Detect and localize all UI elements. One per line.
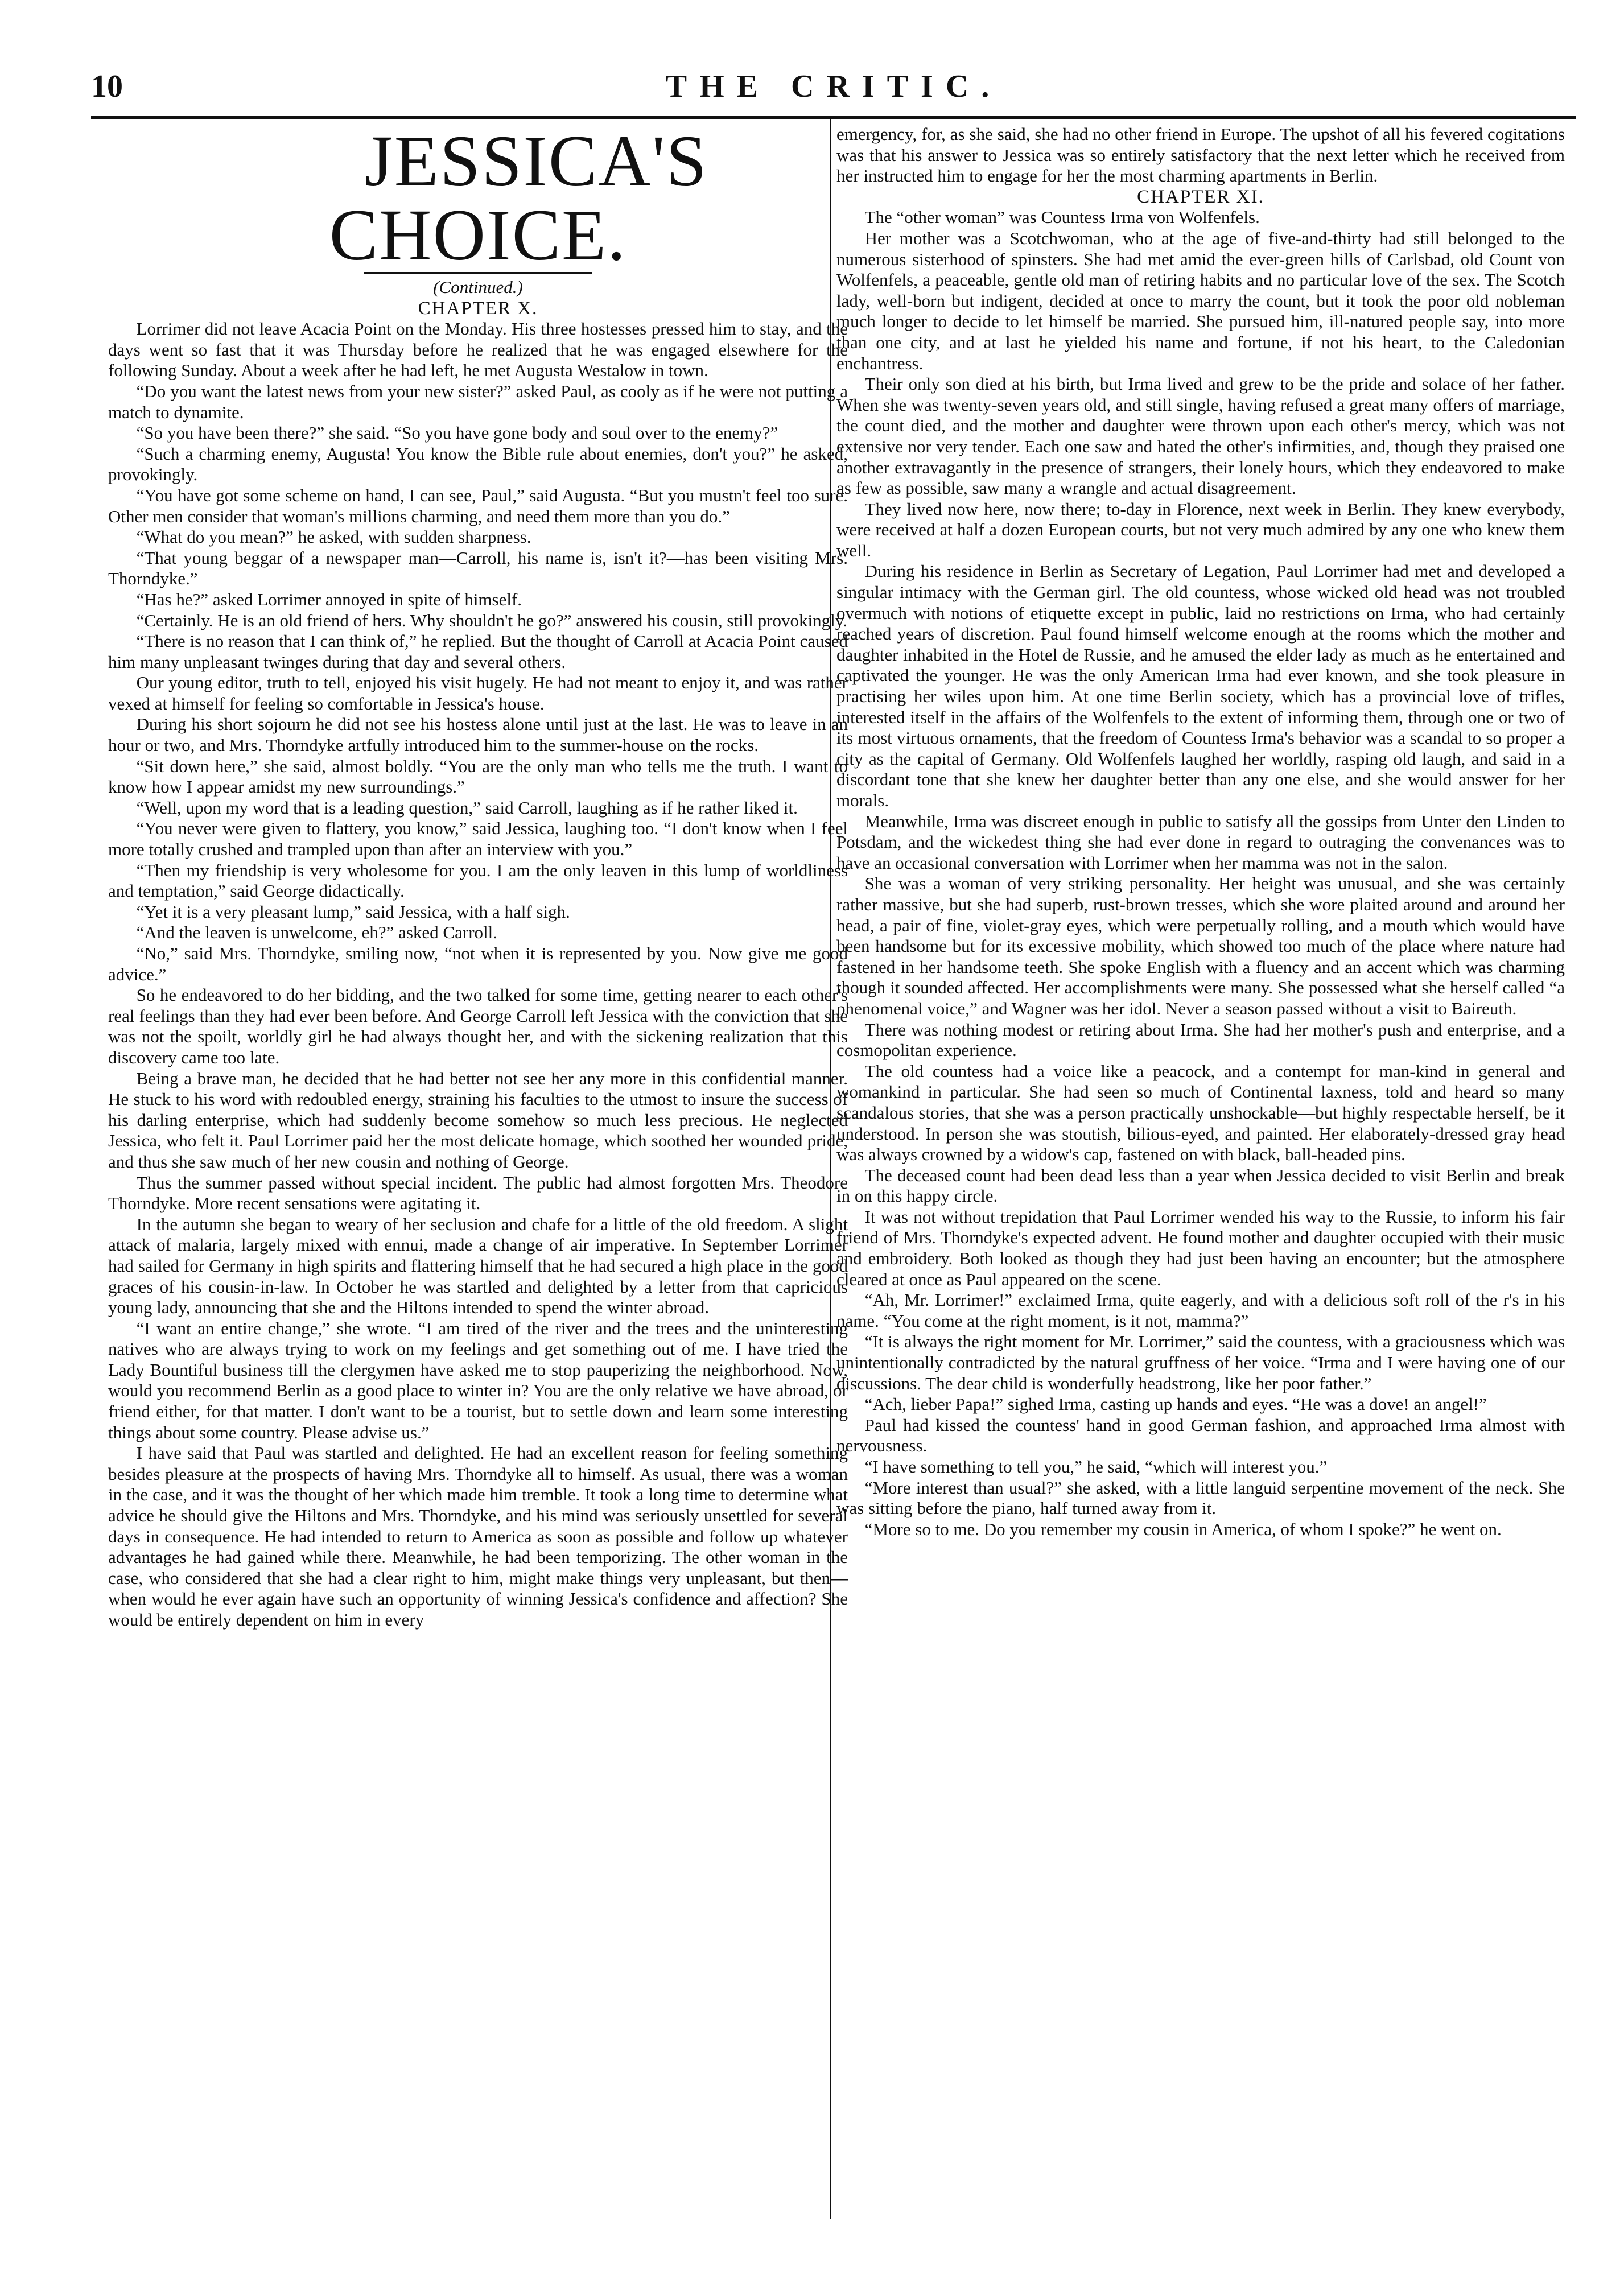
paragraph: “I want an entire change,” she wrote. “I am tired of the river and the trees and the uninteresting natives who are always trying to work on my feelings and get something out of me. I have tried the Lady Bountiful business till the clergymen have asked me to stop pauperizing the neighborhood. Now, would you recommend Berlin as a good place to winter in? You are the only relative we have abroad, or friend either, for that matter. I don't want to be a tourist, but to settle down and learn some interesting things about some country. Please advise us.”: [108, 1318, 848, 1442]
page-header: [91, 68, 1576, 123]
paragraph: “You have got some scheme on hand, I can see, Paul,” said Augusta. “But you mustn't feel too sure. Other men consider that woman's millions charming, and need them more than you do.”: [108, 485, 848, 526]
paragraph: Lorrimer did not leave Acacia Point on the Monday. His three hostesses pressed him to stay, and the days went so fast that it was Thursday before he realized that he was engaged elsewhere for the following Sunday. About a week after he had left, he met Augusta Westalow in town.: [108, 319, 848, 381]
paragraph: Meanwhile, Irma was discreet enough in public to satisfy all the gossips from Unter den Linden to Potsdam, and the wickedest thing she had ever done in regard to outraging the convenances was to have an occasional conversation with Lorrimer when her mamma was not in the salon.: [836, 811, 1565, 873]
paragraph: So he endeavored to do her bidding, and the two talked for some time, getting nearer to each other's real feelings than they had ever been before. And George Carroll left Jessica with the conviction that she was not the spoilt, worldly girl he had always thought her, and with the sickening realization that this discovery came too late.: [108, 985, 848, 1067]
paragraph: “You never were given to flattery, you know,” said Jessica, laughing too. “I don't know when I feel more totally crushed and trampled upon than after an interview with you.”: [108, 818, 848, 860]
paragraph: In the autumn she began to weary of her seclusion and chafe for a little of the old freedom. A slight attack of malaria, largely mixed with ennui, made a change of air imperative. In September Lorrimer had sailed for Germany in high spirits and flattering himself that he had secured a high place in the good graces of his cousin-in-law. In October he was startled and delighted by a letter from that capricious young lady, announcing that she and the Hiltons intended to spend the winter abroad.: [108, 1214, 848, 1318]
right-body: [836, 207, 1565, 1540]
paragraph: “Well, upon my word that is a leading question,” said Carroll, laughing as if he rather liked it.: [136, 797, 798, 818]
left-body: [108, 319, 848, 1630]
paragraph: “No,” said Mrs. Thorndyke, smiling now, “not when it is represented by you. Now give me good advice.”: [108, 943, 848, 984]
paragraph: “So you have been there?” she said. “So you have gone body and soul over to the enemy?”: [136, 423, 778, 443]
paragraph: I have said that Paul was startled and delighted. He had an excellent reason for feeling something besides pleasure at the prospects of having Mrs. Thorndyke all to himself. As usual, there was a woman in the case, and it was the thought of her which made him tremble. It took a long time to determine what advice he should give the Hiltons and Mrs. Thorndyke, and his mind was seriously unsettled for several days in consequence. He had intended to return to America as soon as possible and follow up whatever advantages he had gained while there. Meanwhile, he had been temporizing. The other woman in the case, who considered that she had a clear right to him, might make things very unpleasant, but then—when would he ever again have such an opportunity of winning Jessica's confidence and affection? She would be entirely dependent on him in every: [108, 1443, 848, 1630]
continued-note: (Continued.): [433, 277, 523, 297]
paragraph: During his short sojourn he did not see his hostess alone until just at the last. He was to leave in an hour or two, and Mrs. Thorndyke artfully introduced him to the summer-house on the rocks.: [108, 714, 848, 756]
paragraph: “Sit down here,” she said, almost boldly. “You are the only man who tells me the truth. I want to know how I appear amidst my new surroundings.”: [108, 756, 848, 797]
chapter-heading: CHAPTER XI.: [1137, 186, 1264, 207]
article-title: JESSICA'S CHOICE.: [329, 121, 708, 275]
paragraph: Their only son died at his birth, but Irma lived and grew to be the pride and solace of her father. When she was twenty-seven years old, and still single, having refused a great many offers of marriage, the count died, and the mother and daughter were thrown upon each other's mercy, which was not extensive nor very tender. Each one saw and hated the other's infirmities, and, though they praised one another extravagantly in the presence of strangers, their lonely hours, which they endeavored to make as few as possible, saw many a wrangle and actual disagreement.: [836, 374, 1565, 498]
paragraph: Her mother was a Scotchwoman, who at the age of five-and-thirty had still belonged to the numerous sisterhood of spinsters. She had met amid the ever-green hills of Carlsbad, old Count von Wolfenfels, a peaceable, gentle old man of retiring habits and no particular love of the sex. The Scotch lady, well-born but indigent, decided at once to marry the count, but it took the poor old nobleman much longer to decide to let himself be married. She pursued him, ill-natured people say, into more than one city, and at last he yielded his name and fortune, if not his heart, to the Caledonian enchantress.: [836, 228, 1565, 373]
paragraph: Thus the summer passed without special incident. The public had almost forgotten Mrs. Theodore Thorndyke. More recent sensations were agitating it.: [108, 1172, 848, 1214]
paragraph: “What do you mean?” he asked, with sudden sharpness.: [136, 527, 531, 547]
paragraph: They lived now here, now there; to-day in Florence, next week in Berlin. They knew everybody, were received at half a dozen European courts, but not very much admired by any one who knew them well.: [836, 498, 1565, 560]
paragraph: Our young editor, truth to tell, enjoyed his visit hugely. He had not meant to enjoy it, and was rather vexed at himself for feeling so comfortable in Jessica's house.: [108, 673, 848, 713]
paragraph: Being a brave man, he decided that he had better not see her any more in this confidential manner. He stuck to his word with redoubled energy, straining his faculties to the utmost to insure the success of his darling enterprise, which had suddenly become somehow so much less precious. He neglected Jessica, who felt it. Paul Lorrimer paid her the most delicate homage, which soothed her wounded pride, and thus she saw much of her new cousin and nothing of George.: [108, 1068, 848, 1172]
paragraph: “It is always the right moment for Mr. Lorrimer,” said the countess, with a graciousness which was unintentionally contradicted by the natural gruffness of her voice. “Irma and I were having one of our discussions. The dear child is wonderfully headstrong, like her poor father.”: [836, 1331, 1565, 1393]
paragraph: The deceased count had been dead less than a year when Jessica decided to visit Berlin and break in on this happy circle.: [836, 1165, 1565, 1206]
paragraph: “Do you want the latest news from your new sister?” asked Paul, as cooly as if he were not putting a match to dynamite.: [108, 381, 848, 422]
paragraph: “Certainly. He is an old friend of hers. Why shouldn't he go?” answered his cousin, still provokingly.: [136, 610, 847, 630]
paragraph: “More interest than usual?” she asked, with a little languid serpentine movement of the neck. She was sitting before the piano, half turned away from it.: [836, 1477, 1565, 1519]
paragraph: “And the leaven is unwelcome, eh?” asked Carroll.: [136, 922, 497, 943]
paragraph: “Has he?” asked Lorrimer annoyed in spite of himself.: [136, 589, 522, 609]
chapter-heading: CHAPTER X.: [418, 298, 538, 319]
paragraph: Paul had kissed the countess' hand in good German fashion, and approached Irma almost with nervousness.: [836, 1414, 1565, 1456]
paragraph: During his residence in Berlin as Secretary of Legation, Paul Lorrimer had met and developed a singular intimacy with the German girl. The old countess, whose wicked old head was not troubled overmuch with notions of etiquette except in public, laid no restrictions on Irma, who had certainly reached years of discretion. Paul found himself welcome enough at the rooms which the mother and daughter inhabited in the Hotel de Russie, and he amused the elder lady as much as he entertained and captivated the younger. He was the only American Irma had ever known, and she took pleasure in practising her wiles upon him. At one time Berlin society, which has a provincial love of trifles, interested itself in the affairs of the Wolfenfels to the extent of informing them, through one or two of its most virtuous ornaments, that the freedom of Countess Irma's behavior was a scandal to so proper a city as the capital of Germany. Old Wolfenfels laughed her worldly, rasping old laugh, and said in a discordant tone that she knew her daughter better than any one else, and she would answer for her morals.: [836, 561, 1565, 810]
right-column: [836, 124, 1565, 1540]
masthead: THE CRITIC.: [665, 69, 1002, 104]
paragraph: “More so to me. Do you remember my cousin in America, of whom I spoke?” he went on.: [864, 1519, 1502, 1539]
continued-paragraph: emergency, for, as she said, she had no other friend in Europe. The upshot of all his fevered cogitations was that his answer to Jessica was so entirely satisfactory that the next letter which he received from her instructed him to engage for her the most charming apartments in Berlin.: [836, 124, 1565, 186]
paragraph: “Such a charming enemy, Augusta! You know the Bible rule about enemies, don't you?” he asked, provokingly.: [108, 443, 848, 485]
paragraph: She was a woman of very striking personality. Her height was unusual, and she was certainly rather massive, but she had superb, rust-brown tresses, which she wore plaited around and around her head, a pair of fine, violet-gray eyes, which were perpetually rolling, and a mouth which would have been handsome but for its excessive mobility, which showed too much of the place where nature had fastened in her handsome teeth. She spoke English with a fluency and an accent which was charming though it sounded affected. Her accomplishments were many. She possessed what she herself called “a phenomenal voice,” and Wagner was her idol. Never a season passed without a visit to Baireuth.: [836, 873, 1565, 1018]
paragraph: There was nothing modest or retiring about Irma. She had her mother's push and enterprise, and a cosmopolitan experience.: [836, 1019, 1565, 1061]
paragraph: “Then my friendship is very wholesome for you. I am the only leaven in this lump of worldliness and temptation,” said George didactically.: [108, 860, 848, 901]
header-rule: [91, 116, 1576, 119]
paragraph: The “other woman” was Countess Irma von Wolfenfels.: [864, 207, 1260, 228]
page-number: 10: [91, 69, 123, 104]
paragraph: “Yet it is a very pleasant lump,” said Jessica, with a half sigh.: [136, 901, 570, 922]
paragraph: “Ach, lieber Papa!” sighed Irma, casting up hands and eyes. “He was a dove! an angel!”: [864, 1394, 1487, 1414]
paragraph: “There is no reason that I can think of,” he replied. But the thought of Carroll at Acacia Point caused him many unpleasant twinges during that day and several others.: [108, 631, 848, 672]
paragraph: It was not without trepidation that Paul Lorrimer wended his way to the Russie, to inform his fair friend of Mrs. Thorndyke's expected advent. He found mother and daughter occupied with their music and embroidery. Both looked as though they had just been having an encounter; but the atmosphere cleared at once as Paul appeared on the scene.: [836, 1206, 1565, 1289]
paragraph: “That young beggar of a newspaper man—Carroll, his name is, isn't it?—has been visiting Mrs. Thorndyke.”: [108, 547, 848, 589]
paragraph: The old countess had a voice like a peacock, and a contempt for man-kind in general and womankind in particular. She had seen so much of Continental laxness, told and heard so many scandalous stories, that she was a person practically unshockable—but highly respectable herself, be it understood. In person she was stoutish, bilious-eyed, and painted. Her elaborately-dressed gray head was always crowned by a widow's cap, fastened on with black, ball-headed pins.: [836, 1061, 1565, 1165]
paragraph: “I have something to tell you,” he said, “which will interest you.”: [864, 1457, 1328, 1476]
left-column: [108, 121, 848, 1631]
paragraph: “Ah, Mr. Lorrimer!” exclaimed Irma, quite eagerly, and with a delicious soft roll of the r's in his name. “You come at the right moment, is it not, mamma?”: [836, 1290, 1565, 1331]
